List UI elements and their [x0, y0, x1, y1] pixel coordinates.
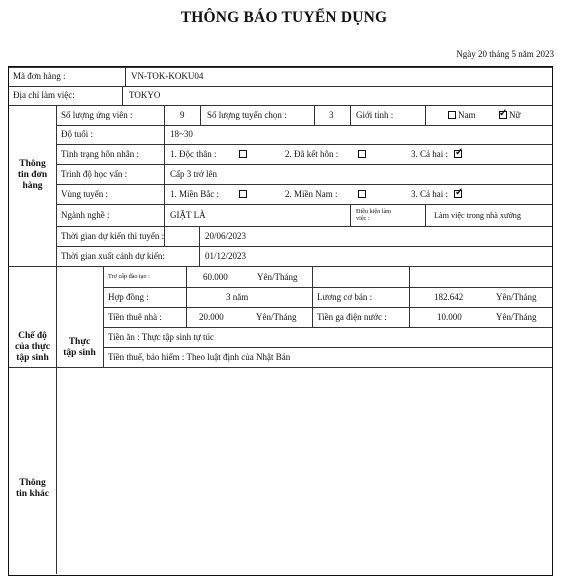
age-label: Độ tuổi : [61, 129, 94, 139]
rule-col-k [409, 266, 410, 327]
rule-b2 [103, 307, 552, 308]
rule-col-f [350, 204, 351, 226]
rule-col-a [164, 105, 165, 247]
gender-male-checkbox[interactable] [448, 111, 456, 119]
utilities-value: 10.000 [437, 312, 462, 322]
marital-single-checkbox[interactable] [239, 150, 247, 158]
rule-r7 [56, 246, 552, 247]
rule-col-d [350, 105, 351, 125]
exam-date-label: Thời gian dự kiến thi tuyển : [61, 231, 165, 241]
rule-col-workplace [122, 86, 123, 105]
page-title: THÔNG BÁO TUYỂN DỤNG [180, 9, 388, 26]
job-value: GIẶT LÀ [170, 210, 206, 220]
rule-col-g [425, 204, 426, 226]
notice-date: Ngày 20 tháng 5 năm 2023 [456, 49, 554, 59]
departure-date-label: Thời gian xuất cảnh dự kiến: [61, 251, 165, 261]
rule-col-e [425, 105, 426, 125]
section-trainee: Thực tập sinh [63, 337, 96, 358]
rule-col-i [186, 266, 187, 327]
region-opt2: 2. Miền Nam : [285, 189, 338, 199]
workplace-value: TOKYO [129, 90, 161, 100]
region-both-check-icon: ✓ [455, 187, 464, 198]
work-condition-value: Làm việc trong nhà xưởng [434, 211, 521, 220]
marital-married-checkbox[interactable] [358, 150, 366, 158]
rule-b3 [103, 327, 552, 328]
rule-b4 [103, 347, 552, 348]
utilities-label: Tiền ga điện nước : [317, 312, 387, 322]
training-allowance-label: Trợ cấp đào tạo : [108, 273, 150, 280]
order-label: Mã đơn hàng : [13, 71, 66, 81]
contract-value: 3 năm [226, 292, 249, 302]
job-label: Ngành nghề : [61, 210, 110, 220]
selected-label: Số lượng tuyển chọn : [207, 110, 287, 120]
contract-label: Hợp đồng : [108, 292, 149, 302]
rule-col-h [199, 226, 200, 266]
rule-r3 [56, 164, 552, 165]
training-allowance-unit: Yên/Tháng [257, 272, 298, 282]
rule-section-benefits [9, 266, 552, 267]
region-south-checkbox[interactable] [358, 190, 366, 198]
rule-order [9, 86, 552, 87]
rule-b1 [103, 287, 552, 288]
rule-r1 [56, 125, 552, 126]
marital-label: Tình trạng hôn nhân : [61, 149, 139, 159]
education-label: Trình độ học vấn : [61, 169, 128, 179]
recruitment-form [8, 66, 553, 576]
workplace-label: Địa chỉ làm việc: [13, 90, 75, 100]
exam-date-value: 20/06/2023 [205, 231, 247, 241]
training-allowance-value: 60.000 [203, 272, 228, 282]
rule-r2 [56, 144, 552, 145]
rule-r5 [56, 204, 552, 205]
gender-label: Giới tính : [356, 110, 394, 120]
gender-female-check-icon: ✓ [499, 108, 508, 119]
section-order-info: Thông tin đơn hàng [17, 159, 48, 191]
region-label: Vùng tuyển : [61, 189, 108, 199]
region-north-checkbox[interactable] [239, 190, 247, 198]
rule-r4 [56, 184, 552, 185]
rule-col-sub [103, 266, 104, 367]
rule-col-order [125, 67, 126, 86]
region-opt3: 3. Cả hai : [411, 189, 448, 199]
rule-workplace [9, 105, 552, 106]
region-opt1: 1. Miền Bắc : [170, 189, 219, 199]
age-value: 18~30 [170, 129, 193, 139]
base-salary-label: Lương cơ bản : [317, 292, 373, 302]
rule-r6 [56, 226, 552, 227]
rule-top [9, 67, 552, 68]
applicants-value: 9 [180, 110, 185, 120]
marital-opt1: 1. Độc thân : [170, 149, 217, 159]
rent-unit: Yên/Tháng [256, 312, 297, 322]
rent-value: 20.000 [199, 312, 224, 322]
meals-text: Tiền ăn : Thực tập sinh tự túc [108, 332, 215, 342]
departure-date-value: 01/12/2023 [205, 251, 247, 261]
rule-col-b [200, 105, 201, 125]
gender-male-label: Nam [458, 110, 476, 120]
base-salary-value: 182.642 [434, 292, 464, 302]
gender-female-label: Nữ [509, 110, 521, 120]
tax-insurance-text: Tiền thuế, bảo hiểm : Theo luật định của Nhật Bản [108, 352, 291, 362]
rule-section-other [9, 367, 552, 368]
rule-col-c [314, 105, 315, 125]
rule-col-j [312, 266, 313, 327]
rent-label: Tiền thuê nhà : [108, 312, 162, 322]
marital-opt2: 2. Đã kết hôn : [285, 149, 339, 159]
education-value: Cấp 3 trở lên [170, 169, 217, 179]
marital-both-check-icon: ✓ [455, 147, 464, 158]
utilities-unit: Yên/Tháng [496, 312, 537, 322]
selected-value: 3 [329, 110, 334, 120]
section-benefits: Chế độ của thực tập sinh [15, 331, 50, 363]
work-condition-label: Điều kiện làm việc : [356, 208, 392, 222]
order-value: VN-TOK-KOKU04 [131, 71, 204, 81]
section-other-info: Thông tin khác [16, 478, 49, 499]
applicants-label: Số lượng ứng viên : [61, 110, 133, 120]
base-salary-unit: Yên/Tháng [496, 292, 537, 302]
marital-opt3: 3. Cả hai : [411, 149, 448, 159]
